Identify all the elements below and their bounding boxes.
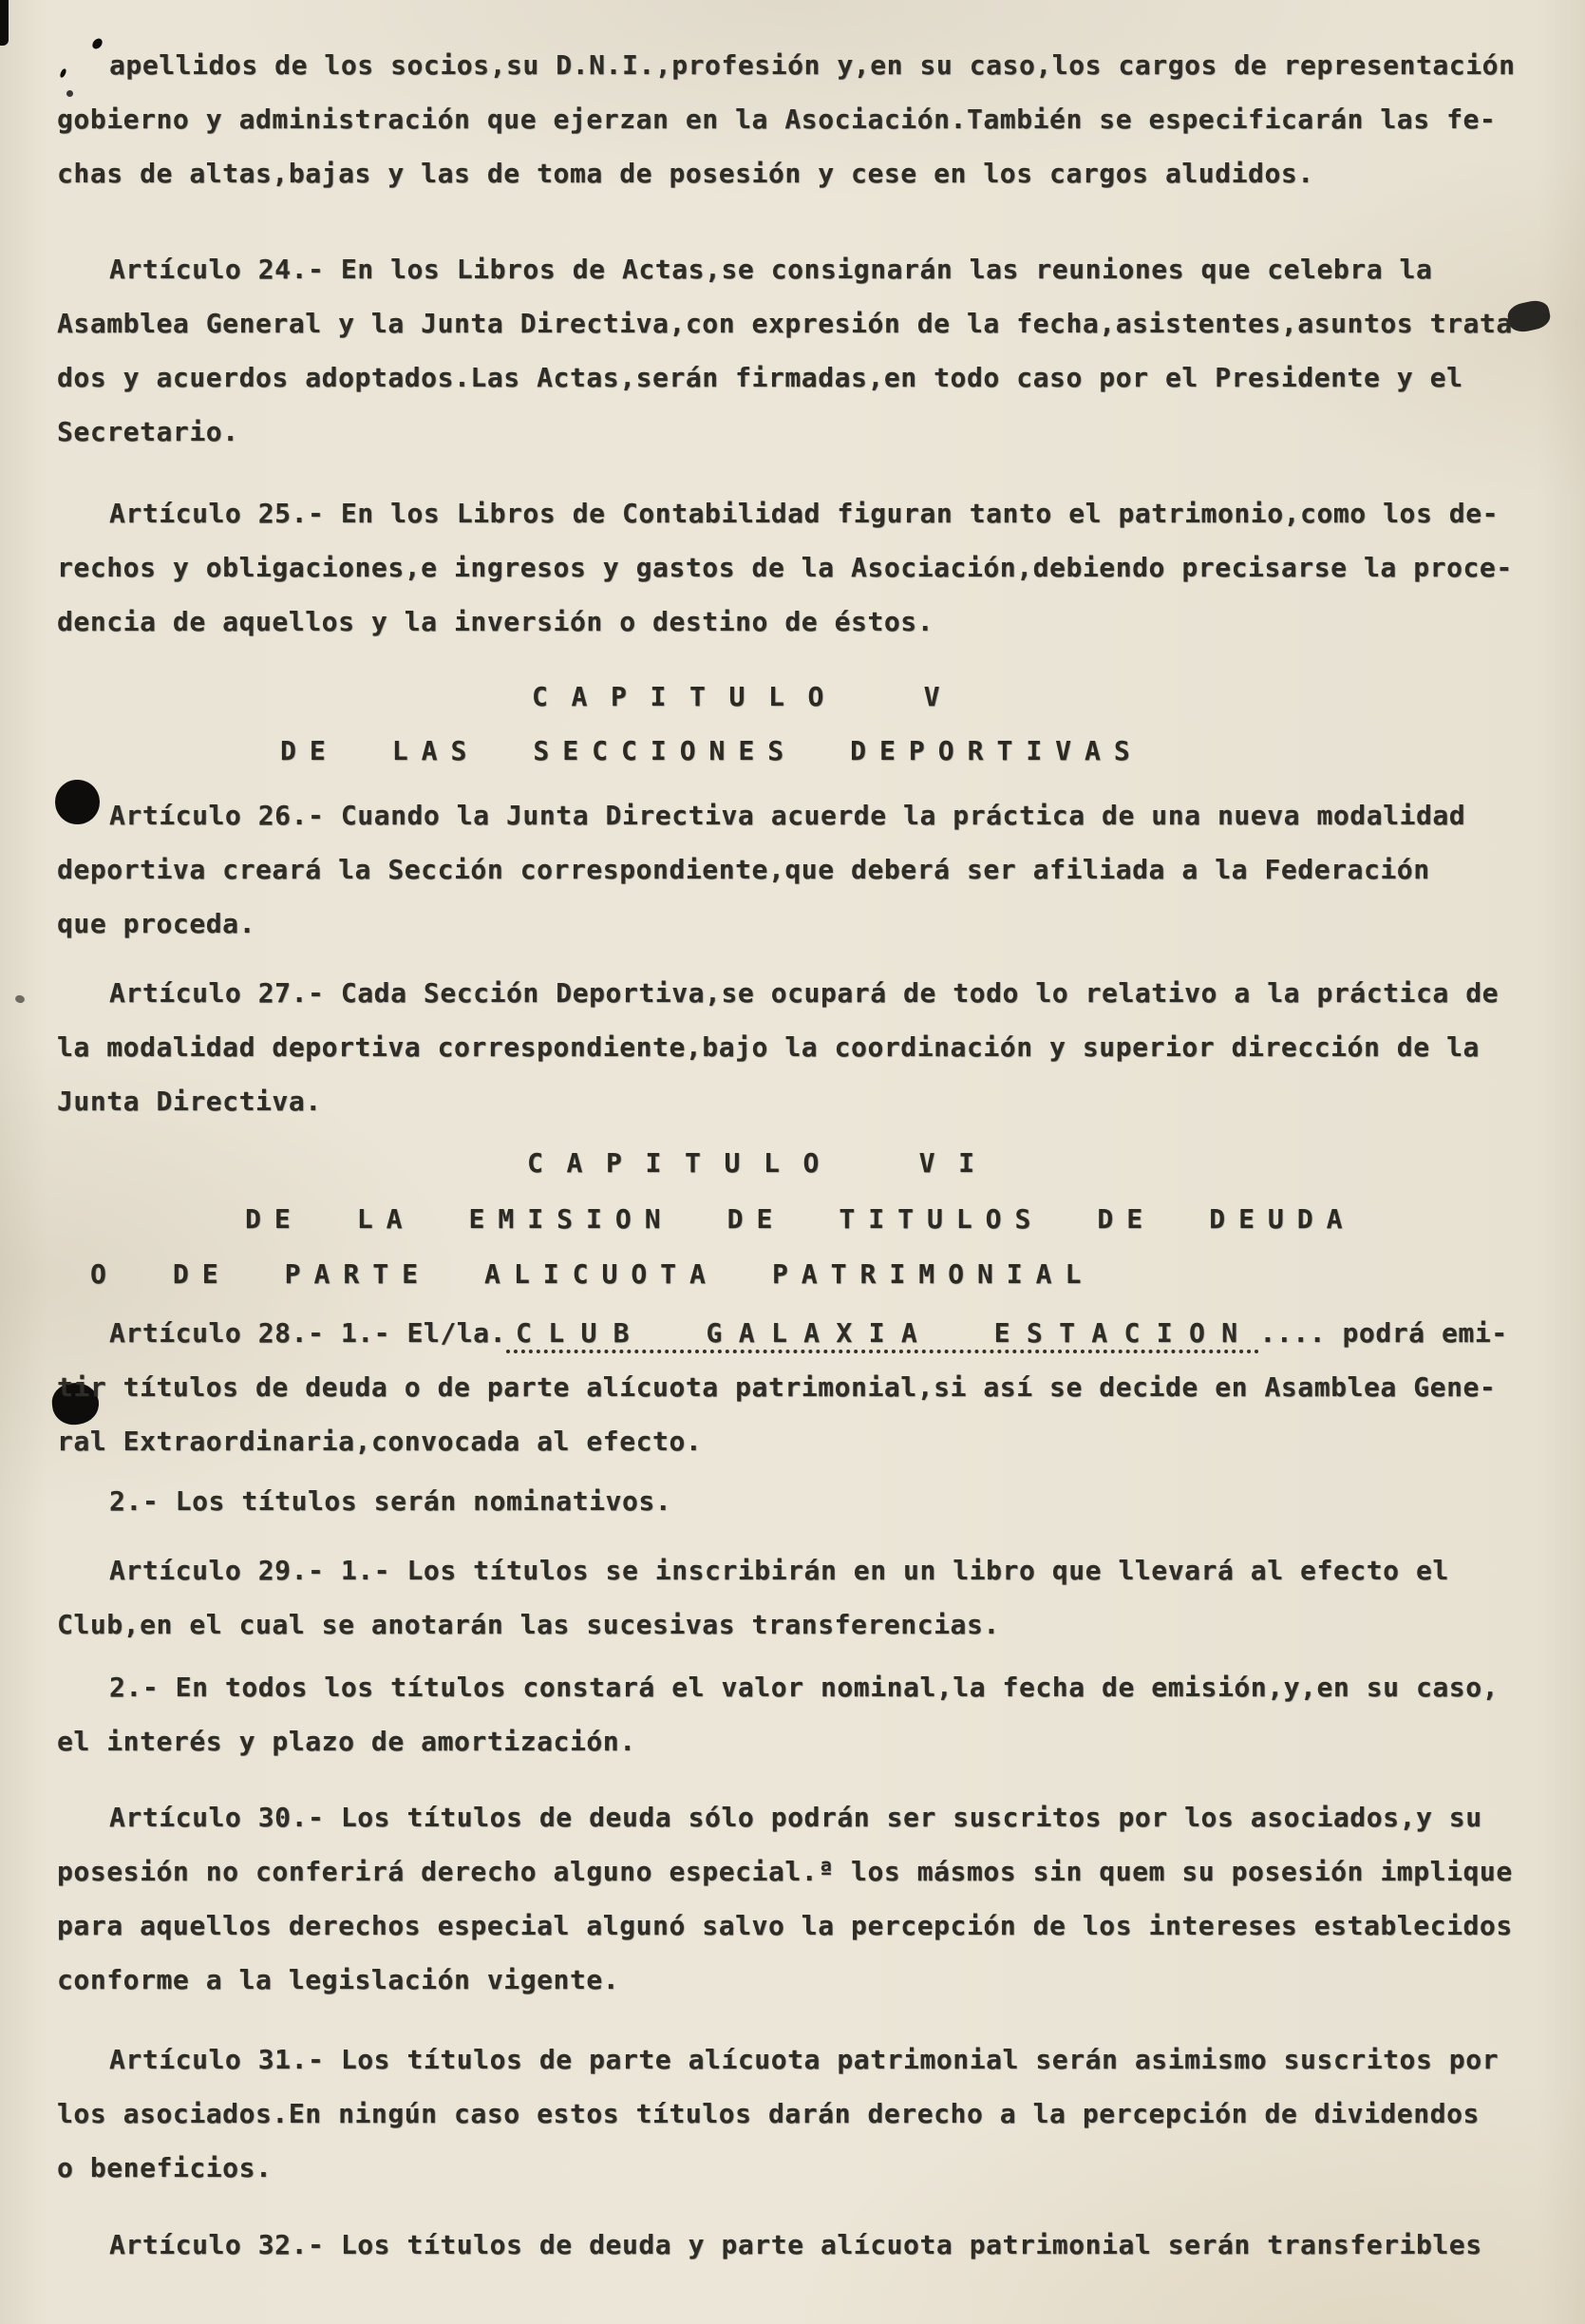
paragraph-continuation: [57, 38, 1543, 200]
paragraph-articulo-28: [57, 1306, 1543, 1468]
text-line: dos y acuerdos adoptados.Las Actas,serán firmadas,en todo caso por el Presidente y el: [57, 362, 1463, 393]
fillin-suffix: podrá emi-: [1326, 1317, 1508, 1349]
chapter-subheading-secciones-deportivas: DE LAS SECCIONES DEPORTIVAS: [280, 735, 1143, 766]
text-line: conforme a la legislación vigente.: [57, 1964, 620, 1995]
text-line: 2.- En todos los títulos constará el valor nominal,la fecha de emisión,y,en su caso,: [109, 1672, 1500, 1703]
text-line: apellidos de los socios,su D.N.I.,profesión y,en su caso,los cargos de representación: [109, 49, 1516, 81]
text-line: Artículo 31.- Los títulos de parte alícuota patrimonial serán asimismo suscritos por: [109, 2044, 1500, 2075]
text-line: deportiva creará la Sección correspondiente,que deberá ser afiliada a la Federación: [57, 854, 1430, 885]
text-line: 2.- Los títulos serán nominativos.: [109, 1485, 672, 1517]
text-line: Club,en el cual se anotarán las sucesivas transferencias.: [57, 1609, 1000, 1640]
ink-speck: [14, 994, 26, 1004]
text-line: Artículo 27.- Cada Sección Deportiva,se ocupará de todo lo relativo a la práctica de: [109, 977, 1500, 1009]
paragraph-articulo-27: [57, 966, 1543, 1128]
paragraph-articulo-31: [57, 2032, 1543, 2195]
text-line: Junta Directiva.: [57, 1086, 322, 1117]
text-line: rechos y obligaciones,e ingresos y gastos de la Asociación,debiendo precisarse la proce-: [57, 552, 1513, 583]
text-line: Artículo 24.- En los Libros de Actas,se consignarán las reuniones que celebra la: [109, 254, 1433, 285]
paragraph-articulo-29: [57, 1543, 1543, 1652]
club-name-fill: CLUB GALAXIA ESTACION: [506, 1317, 1259, 1353]
chapter-subheading-parte-alicuota: O DE PARTE ALICUOTA PATRIMONIAL: [90, 1258, 1095, 1290]
chapter-subheading-emision-titulos: DE LA EMISION DE TITULOS DE DEUDA: [245, 1203, 1356, 1235]
text-line: ral Extraordinaria,convocada al efecto.: [57, 1426, 703, 1457]
ink-blot: [0, 0, 9, 46]
text-line: posesión no conferirá derecho alguno especial.ª los másmos sin quem su posesión implique: [57, 1856, 1513, 1887]
paragraph-articulo-30: [57, 1790, 1543, 2007]
text-line: Artículo 26.- Cuando la Junta Directiva acuerde la práctica de una nueva modalidad: [109, 800, 1466, 831]
chapter-heading-capitulo-vi: CAPITULO VI: [527, 1147, 998, 1179]
text-line: tir títulos de deuda o de parte alícuota patrimonial,si así se decide en Asamblea Gene-: [57, 1371, 1497, 1403]
text-line: dencia de aquellos y la inversión o destino de éstos.: [57, 606, 934, 637]
text-line: Artículo 30.- Los títulos de deuda sólo podrán ser suscritos por los asociados,y su: [109, 1802, 1482, 1833]
paragraph-titulos-nominativos: [57, 1474, 1543, 1528]
text-line: Artículo 29.- 1.- Los títulos se inscribirán en un libro que llevará al efecto el: [109, 1555, 1449, 1586]
text-line: [57, 1306, 1543, 1360]
paragraph-articulo-32: [57, 2218, 1543, 2272]
paragraph-articulo-29-2: [57, 1660, 1543, 1768]
text-line: o beneficios.: [57, 2152, 273, 2183]
text-line: gobierno y administración que ejerzan en la Asociación.También se especificarán las fe-: [57, 104, 1497, 135]
paragraph-articulo-24: [57, 242, 1543, 459]
paragraph-articulo-25: [57, 486, 1543, 649]
text-line: chas de altas,bajas y las de toma de posesión y cese en los cargos aludidos.: [57, 158, 1314, 189]
paragraph-articulo-26: [57, 788, 1543, 951]
fillin-prefix: Artículo 28.- 1.- El/la.: [109, 1317, 507, 1349]
text-line: el interés y plazo de amortización.: [57, 1726, 636, 1757]
text-line: los asociados.En ningún caso estos títulos darán derecho a la percepción de dividendos: [57, 2098, 1480, 2129]
text-line: que proceda.: [57, 908, 256, 939]
fillin-dots: ....: [1259, 1317, 1327, 1349]
text-line: la modalidad deportiva correspondiente,bajo la coordinación y superior dirección de la: [57, 1031, 1480, 1063]
text-line: Artículo 25.- En los Libros de Contabilidad figuran tanto el patrimonio,como los de-: [109, 498, 1500, 529]
chapter-heading-capitulo-v: CAPITULO V: [532, 681, 964, 712]
text-line: para aquellos derechos especial algunó salvo la percepción de los intereses establecidos: [57, 1910, 1513, 1941]
text-line: Artículo 32.- Los títulos de deuda y parte alícuota patrimonial serán transferibles: [109, 2229, 1482, 2260]
text-line: Secretario.: [57, 416, 239, 447]
text-line: Asamblea General y la Junta Directiva,con expresión de la fecha,asistentes,asuntos trata: [57, 308, 1513, 339]
